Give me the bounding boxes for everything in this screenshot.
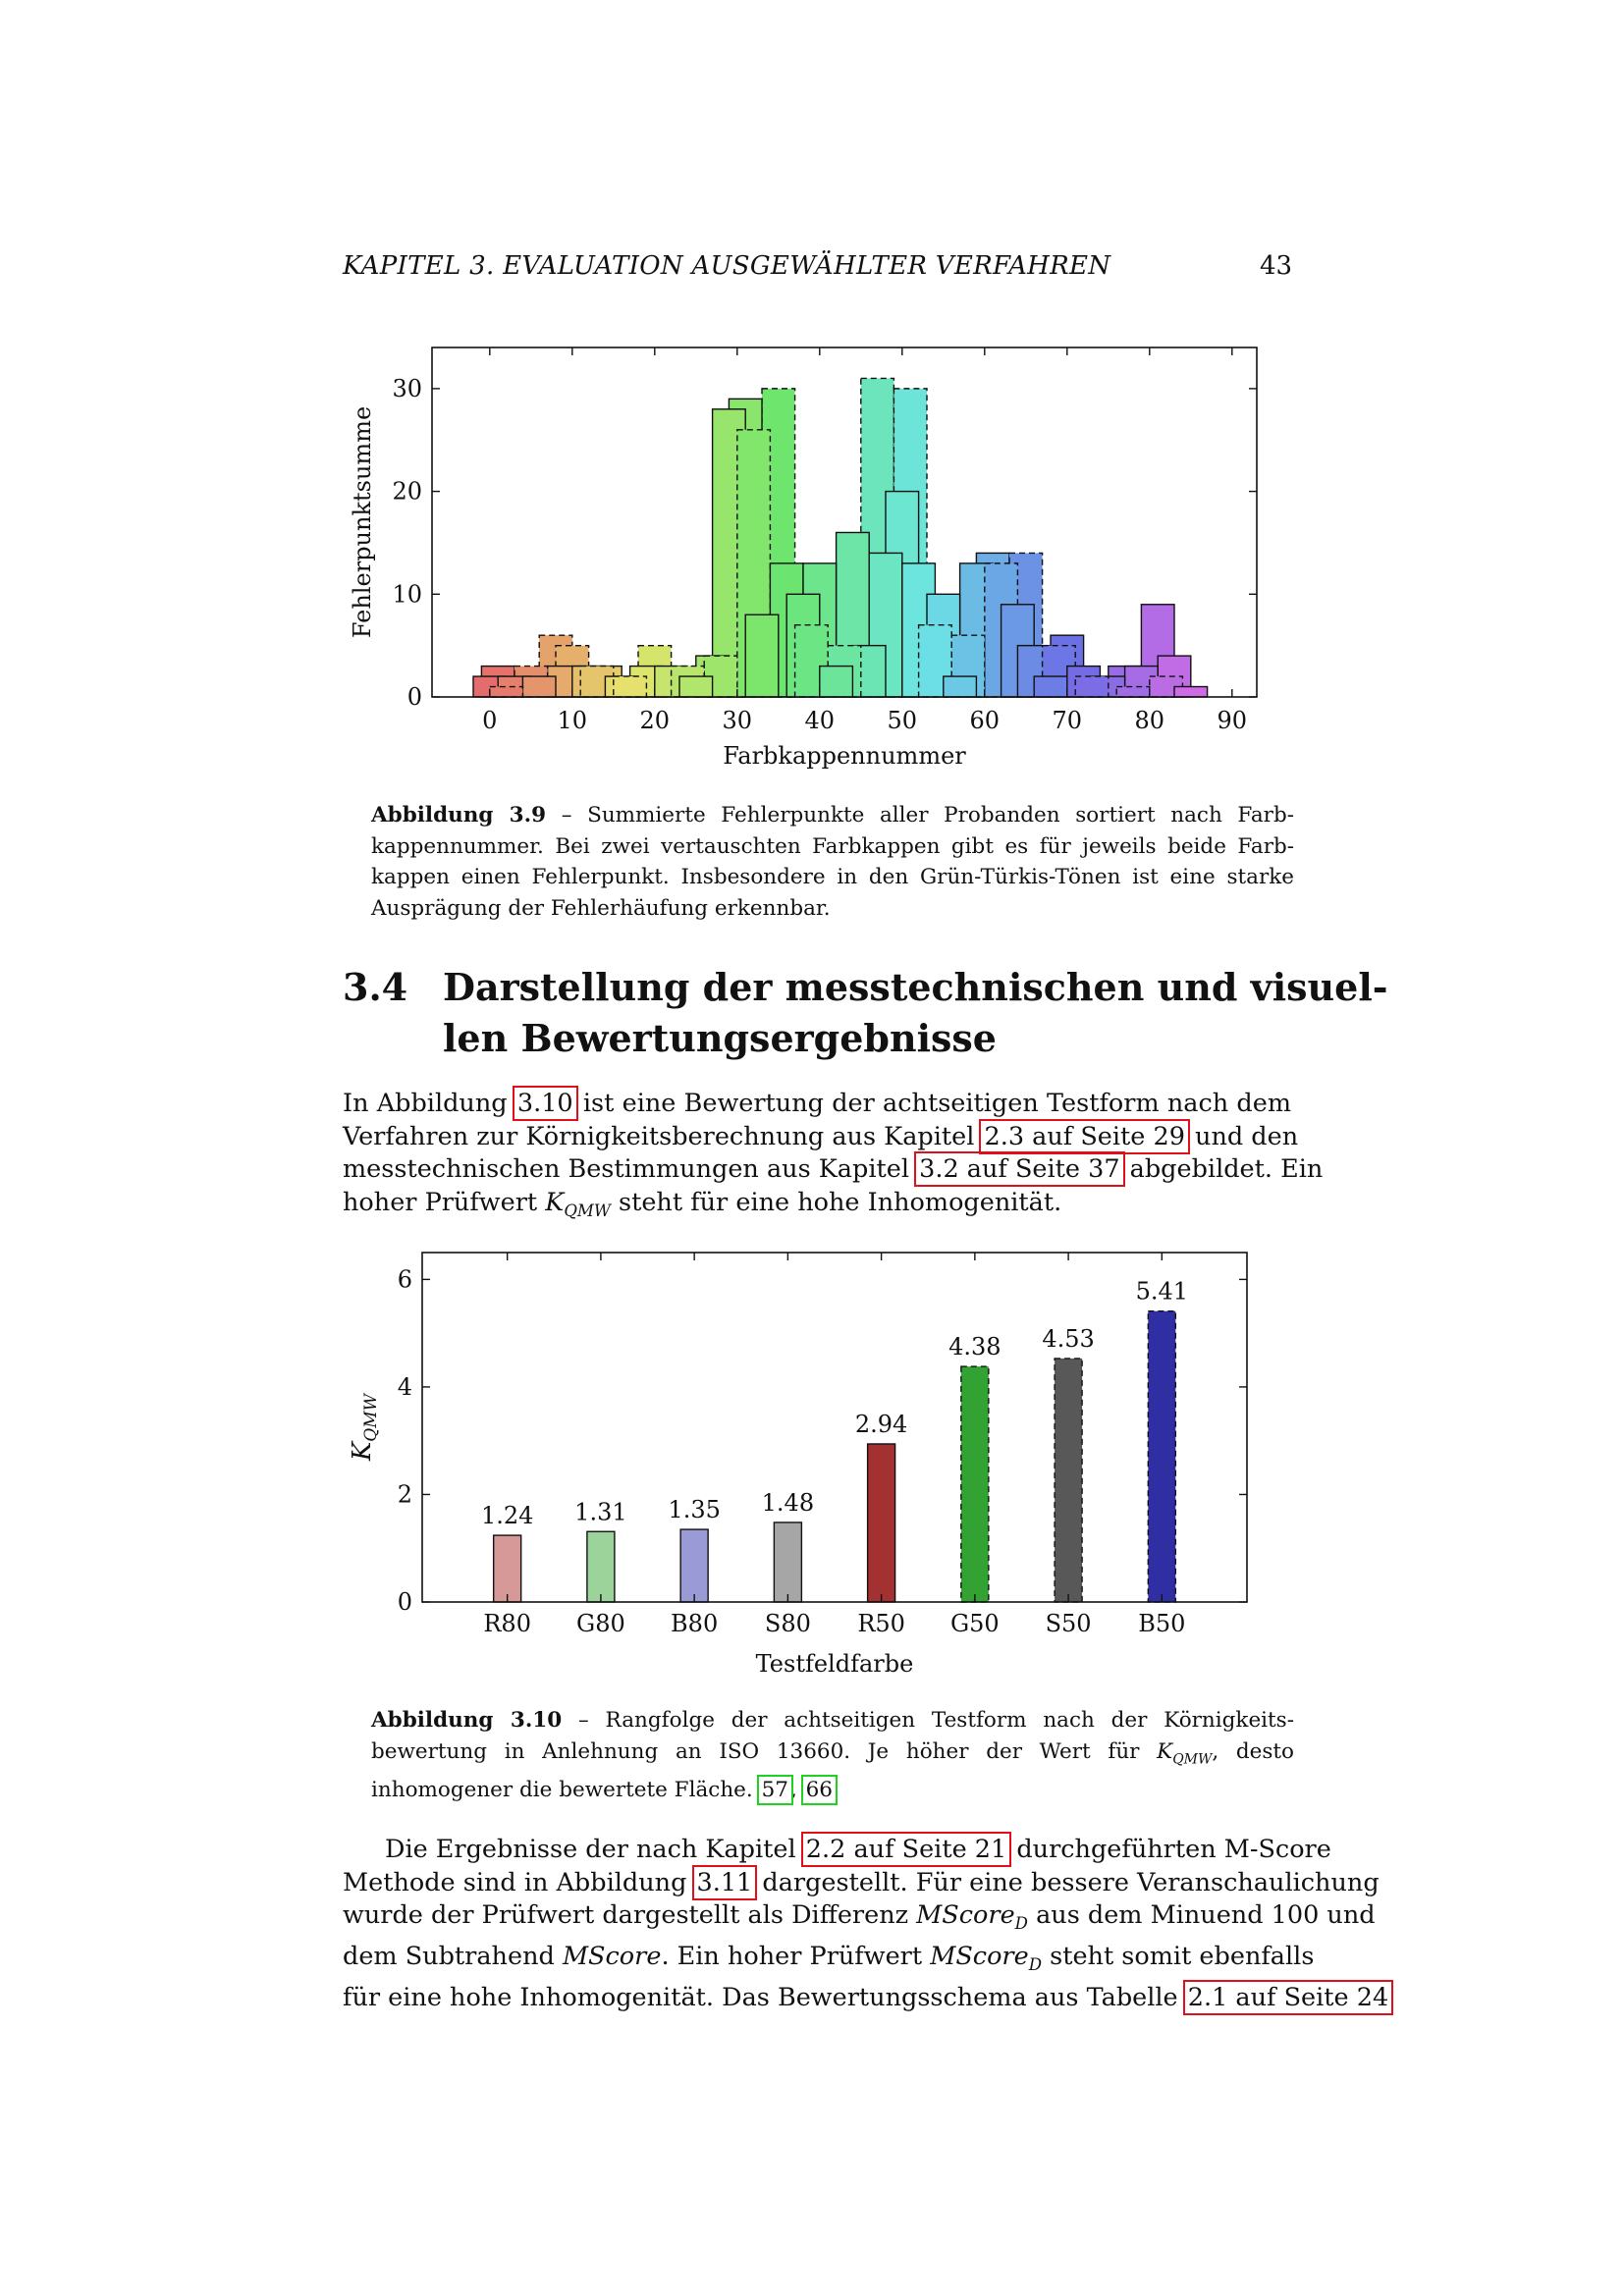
bar-r50 bbox=[868, 1444, 895, 1602]
caption-text: – Summierte Fehlerpunkte aller Probanden sortiert nach Farb- bbox=[561, 803, 1294, 828]
x-tick-label: 90 bbox=[1217, 707, 1248, 734]
histogram-bar bbox=[820, 667, 853, 697]
caption-label: Abbildung 3.9 bbox=[371, 803, 547, 828]
x-tick-label: G80 bbox=[576, 1610, 625, 1637]
x-tick-label: 0 bbox=[482, 707, 498, 734]
x-tick-label: 60 bbox=[969, 707, 1001, 734]
data-label: 1.31 bbox=[574, 1498, 627, 1526]
bar-s80 bbox=[774, 1522, 801, 1602]
citation-link[interactable]: 57 bbox=[761, 1778, 788, 1803]
y-tick-label: 30 bbox=[392, 374, 422, 402]
x-tick-label: R50 bbox=[857, 1610, 905, 1637]
data-label: 4.38 bbox=[948, 1333, 1001, 1362]
x-axis-label: Farbkappennummer bbox=[723, 742, 966, 770]
caption-label: Abbildung 3.10 bbox=[371, 1708, 563, 1733]
x-tick-label: 20 bbox=[639, 707, 671, 734]
section-title-line2: len Bewertungsergebnisse bbox=[443, 1016, 997, 1060]
bar-s50 bbox=[1055, 1359, 1082, 1602]
bar-b80 bbox=[680, 1529, 708, 1602]
histogram-bar bbox=[1174, 687, 1208, 697]
histogram-bar bbox=[679, 676, 713, 697]
running-head: KAPITEL 3. EVALUATION AUSGEWÄHLTER VERFAHREN bbox=[343, 251, 1111, 281]
x-tick-label: 30 bbox=[722, 707, 753, 734]
data-label: 4.53 bbox=[1042, 1324, 1095, 1353]
y-tick-label: 0 bbox=[397, 1588, 412, 1616]
y-tick-label: 2 bbox=[397, 1480, 412, 1509]
bar-g80 bbox=[587, 1531, 615, 1602]
x-tick-label: B80 bbox=[671, 1610, 719, 1637]
data-label: 5.41 bbox=[1135, 1277, 1189, 1306]
y-tick-label: 4 bbox=[397, 1372, 412, 1401]
histogram-bar bbox=[944, 676, 977, 697]
histogram-bar bbox=[1034, 676, 1067, 697]
x-tick-label: B50 bbox=[1138, 1610, 1186, 1637]
histogram-bar bbox=[745, 614, 779, 697]
plot-frame bbox=[422, 1253, 1247, 1602]
bar-b50 bbox=[1148, 1311, 1175, 1602]
bar-chart bbox=[0, 1217, 1624, 1688]
histogram-bar bbox=[1075, 676, 1109, 697]
x-tick-label: 80 bbox=[1134, 707, 1165, 734]
bar-r80 bbox=[494, 1535, 521, 1602]
paragraph-1: In Abbildung 3.10 ist eine Bewertung der achtseitigen Testform nach dem Verfahren zur Körnigkeitsberechnung aus Kapitel 2.3 auf Seite 29 und den messtechnischen Bestimmungen aus Kapitel 3.2 auf Seite 37 abgebildet. Ein hoher Prüfwert $K_{QMW}$ steht für eine hohe Inhomogenität. bbox=[343, 1089, 1324, 1220]
figure-3-9-caption bbox=[371, 800, 1294, 924]
data-label: 1.48 bbox=[761, 1488, 815, 1517]
histogram-bar bbox=[614, 676, 647, 697]
bar-series bbox=[481, 1278, 1188, 1602]
histogram-bar bbox=[1116, 687, 1150, 697]
page-number: 43 bbox=[1260, 251, 1293, 281]
caption-text: Ausprägung der Fehlerhäufung erkennbar. bbox=[371, 895, 831, 921]
histogram-bars bbox=[473, 378, 1208, 697]
x-axis-label: Testfeldfarbe bbox=[755, 1650, 914, 1678]
data-label: 1.24 bbox=[480, 1502, 534, 1530]
figure-3-10-caption: Abbildung 3.10 – Rangfolge der achtseitigen Testform nach der Körnigkeits- bewertung in Anlehnung an ISO 13660. Je höher der Wert für $K_{QMW}$, desto inhomogener die bewertete Fläche. 57, 66 bbox=[371, 1708, 1295, 1803]
y-axis-label: Fehlerpunktsumme bbox=[349, 405, 376, 639]
citation-link[interactable]: 66 bbox=[805, 1778, 833, 1803]
table-ref-link[interactable]: 2.1 auf Seite 24 bbox=[1187, 1982, 1389, 2012]
y-axis-label: $K_{QMW}$ bbox=[348, 1393, 381, 1462]
y-tick-label: 0 bbox=[406, 683, 422, 711]
y-tick-label: 6 bbox=[397, 1265, 412, 1294]
x-tick-label: G50 bbox=[949, 1610, 1000, 1637]
caption-text: kappennummer. Bei zwei vertauschten Farbkappen gibt es für jeweils beide Farb- bbox=[371, 833, 1294, 859]
x-tick-label: 70 bbox=[1052, 707, 1083, 734]
histogram-bar bbox=[522, 676, 556, 697]
bar-g50 bbox=[961, 1366, 989, 1602]
chapter-ref-link[interactable]: 3.2 auf Seite 37 bbox=[919, 1154, 1120, 1185]
axis-ticks bbox=[398, 1253, 1247, 1637]
paragraph-2: Die Ergebnisse der nach Kapitel 2.2 auf Seite 21 durchgeführten M-Score Methode sind in Abbildung 3.11 dargestellt. Für eine bessere Veranschaulichung wurde der Prüfwert dargestellt als Differenz MScore$_D$ aus dem Minuend 100 und dem Subtrahend MScore. Ein hoher Prüfwert MScore$_D$ steht somit ebenfalls für eine hohe Inhomogenität. Das Bewertungsschema aus Tabelle 2.1 auf Seite 24 bbox=[343, 1835, 1389, 2012]
x-tick-label: 10 bbox=[557, 707, 588, 734]
chapter-ref-link[interactable]: 2.2 auf Seite 21 bbox=[805, 1835, 1007, 1864]
data-label: 1.35 bbox=[668, 1496, 721, 1524]
y-tick-label: 10 bbox=[392, 580, 422, 609]
data-label: 2.94 bbox=[854, 1410, 908, 1438]
x-tick-label: 50 bbox=[887, 707, 918, 734]
section-number: 3.4 bbox=[343, 965, 408, 1009]
chapter-ref-link[interactable]: 2.3 auf Seite 29 bbox=[984, 1121, 1185, 1151]
histogram-bar bbox=[490, 687, 523, 697]
figure-ref-link[interactable]: 3.11 bbox=[696, 1867, 753, 1897]
y-tick-label: 20 bbox=[392, 477, 422, 506]
section-title-line1: Darstellung der messtechnischen und visuel- bbox=[443, 965, 1388, 1009]
histogram-chart bbox=[0, 0, 1624, 785]
x-tick-label: S50 bbox=[1045, 1610, 1092, 1637]
section-heading bbox=[343, 962, 1388, 1070]
figure-ref-link[interactable]: 3.10 bbox=[516, 1089, 573, 1118]
x-tick-label: 40 bbox=[804, 707, 836, 734]
caption-text: kappen einen Fehlerpunkt. Insbesondere in den Grün-Türkis-Tönen ist eine starke bbox=[371, 865, 1294, 889]
x-tick-label: S80 bbox=[764, 1610, 811, 1637]
x-tick-label: R80 bbox=[483, 1610, 531, 1637]
